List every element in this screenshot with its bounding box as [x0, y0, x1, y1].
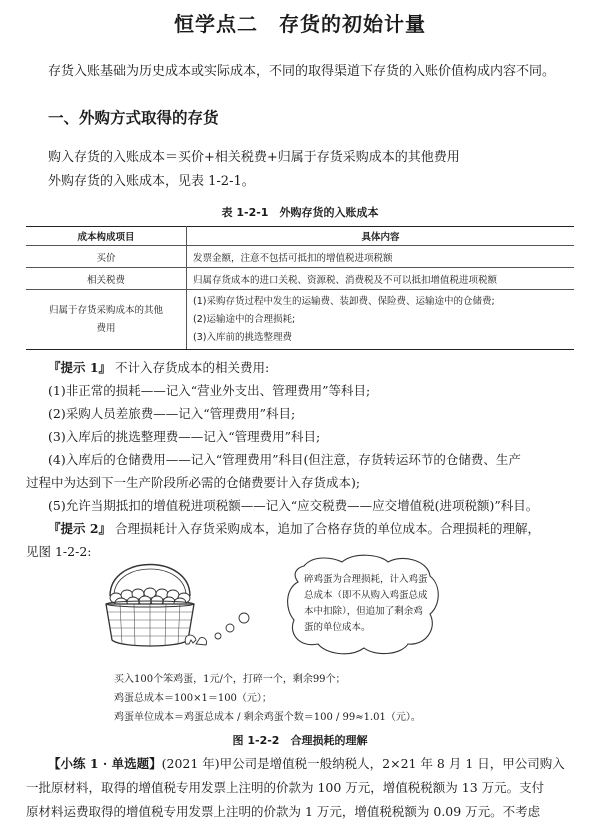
- table-content-line: (2)运输途中的合理损耗;: [193, 313, 296, 325]
- table-cell-content: 发票金额，注意不包括可抵扣的增值税进项税额: [187, 246, 575, 268]
- exercise-line: 一批原材料，取得的增值税专用发票上注明的价款为 100 万元，增值税税额为 13 万元。支付: [26, 780, 545, 795]
- table-header-row: [26, 227, 574, 246]
- intro-paragraph: 存货入账基础为历史成本或实际成本，不同的取得渠道下存货的入账价值构成内容不同。: [48, 64, 556, 79]
- tip1-item: (3)入库后的挑选整理费——记入“管理费用”科目;: [48, 429, 321, 444]
- calc-line: 鸡蛋总成本＝100×1＝100（元）；: [114, 693, 272, 704]
- formula-line: 购入存货的入账成本＝买价+相关税费+归属于存货采购成本的其他费用: [48, 150, 460, 165]
- see-table-line: 外购存货的入账成本，见表 1-2-1。: [48, 174, 255, 189]
- calc-line: 买入100个笨鸡蛋，1元/个，打碎一个，剩余99个；: [114, 674, 346, 685]
- table-row: [26, 290, 574, 350]
- table-content-line: (3)入库前的挑选整理费: [193, 331, 292, 343]
- tip1-item: (5)允许当期抵扣的增值税进项税额——记入“应交税费——应交增值税(进项税额)”科目。: [48, 498, 539, 513]
- exercise-label: 【小练 1 · 单选题】: [48, 756, 162, 771]
- table-cell-item: [26, 290, 187, 350]
- exercise-line: 原材料运费取得的增值税专用发票上注明的价款为 1 万元，增值税税额为 0.09 万元。不考虑: [26, 804, 541, 819]
- table-cell-content: 归属存货成本的进口关税、资源税、消费税及不可以抵扣增值税进项税额: [187, 268, 575, 290]
- section-heading: 一、外购方式取得的存货: [48, 109, 219, 127]
- exercise-text: (2021 年)甲公司是增值税一般纳税人，2×21 年 8 月 1 日，甲公司购入: [161, 756, 565, 771]
- tip2-text: 合理损耗计入存货采购成本，追加了合格存货的单位成本。合理损耗的理解，: [115, 521, 541, 536]
- tip1-intro: [48, 356, 269, 380]
- bubble-line: 碎鸡蛋为合理损耗，计入鸡蛋: [304, 574, 428, 585]
- calc-line: 鸡蛋单位成本＝鸡蛋总成本 / 剩余鸡蛋个数＝100 / 99≈1.01（元）。: [114, 712, 421, 723]
- table-cell-item: 相关税费: [26, 268, 187, 290]
- bubble-line: 总成本（即不从购入鸡蛋总成: [304, 590, 428, 601]
- tip1-item: (2)采购人员差旅费——记入“管理费用”科目;: [48, 406, 296, 421]
- table-content-line: (1)采购存货过程中发生的运输费、装卸费、保险费、运输途中的仓储费;: [193, 295, 495, 307]
- tip1-label: 『提示 1』: [48, 360, 112, 375]
- exercise-line: [48, 752, 565, 776]
- table-cell-item-text: 归属于存货采购成本的其他费用: [48, 304, 163, 334]
- tip1-item: (4)入库后的仓储费用——记入“管理费用”科目(但注意，存货转运环节的仓储费、生产: [48, 452, 521, 467]
- page-title: 恒学点二 存货的初始计量: [174, 12, 426, 36]
- bubble-line: 蛋的单位成本。: [304, 622, 371, 633]
- table-row: [26, 246, 574, 268]
- tip2-label: 『提示 2』: [48, 521, 112, 536]
- table-header-item: 成本构成项目: [26, 227, 187, 246]
- table-cell-content: [187, 290, 575, 350]
- tip2-line: [48, 517, 540, 541]
- tip1-item-continued: 过程中为达到下一生产阶段所必需的仓储费要计入存货成本);: [26, 475, 361, 490]
- table-row: [26, 268, 574, 290]
- tip1-text: 不计入存货成本的相关费用:: [115, 360, 270, 375]
- figure-caption: 图 1-2-2 合理损耗的理解: [232, 734, 368, 747]
- table-header-content: 具体内容: [187, 227, 575, 246]
- figure-calculation: [114, 670, 421, 727]
- bubble-text: [304, 572, 434, 636]
- tip2-line-continued: 见图 1-2-2:: [26, 544, 92, 559]
- table-caption: 表 1-2-1 外购存货的入账成本: [221, 206, 379, 219]
- table-cell-item: 买价: [26, 246, 187, 268]
- bubble-line: 本中扣除），但追加了剩余鸡: [304, 606, 423, 617]
- tip1-item: (1)非正常的损耗——记入“营业外支出、管理费用”等科目;: [48, 383, 371, 398]
- cost-table: [26, 226, 574, 350]
